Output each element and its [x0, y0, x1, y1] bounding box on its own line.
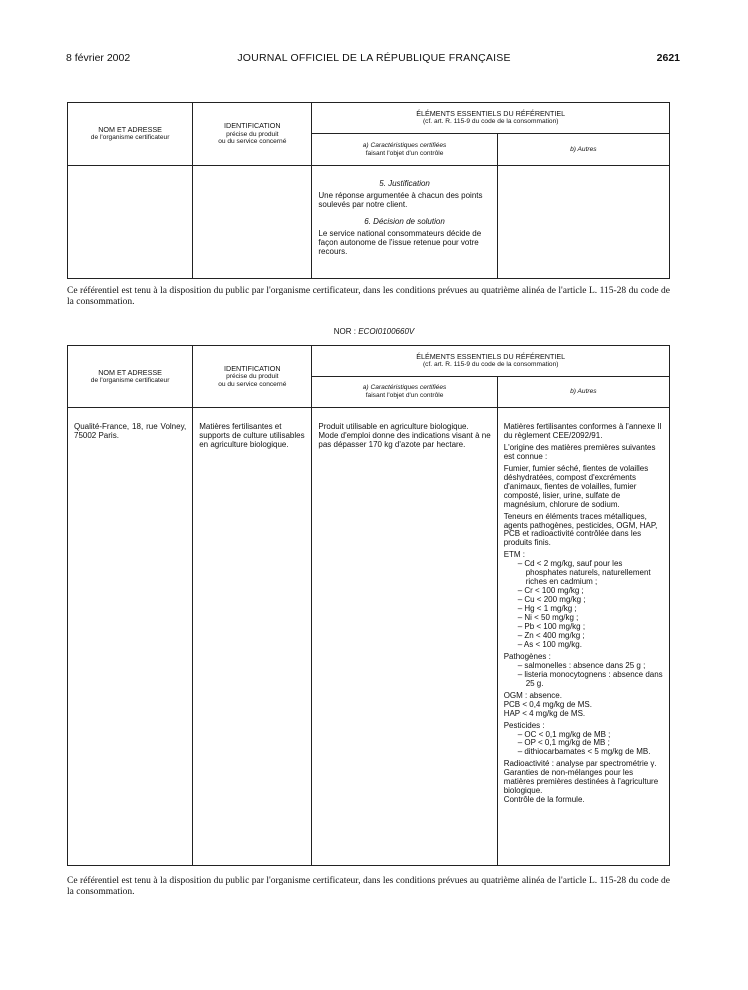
produit-description: Matières fertilisantes et supports de culture utilisables en agriculture biologique.: [199, 422, 305, 449]
table2-cell-autres: [497, 408, 669, 866]
page-number: 2621: [656, 52, 680, 64]
col-header-identification: IDENTIFICATION précise du produit ou du service concerné: [193, 346, 312, 408]
pesticide-item: – OP < 0,1 mg/kg de MB ;: [517, 738, 610, 748]
heading-decision: 6. Décision de solution: [364, 216, 445, 226]
pathogenes-heading: Pathogènes :: [503, 651, 551, 661]
organisme-address: Qualité-France, 18, rue Volney, 75002 Paris.: [74, 422, 187, 440]
garanties-line: Garanties de non-mélanges pour les matières premières destinées à l'agriculture biologique.: [503, 768, 659, 796]
col-header-elements: ÉLÉMENTS ESSENTIELS DU RÉFÉRENTIEL (cf. art. R. 115-9 du code de la consommation): [312, 103, 670, 134]
controle-line: Contrôle de la formule.: [503, 795, 585, 805]
etm-item: – Zn < 400 mg/kg ;: [517, 630, 585, 640]
col-header-autres: b) Autres: [497, 134, 669, 166]
journal-title: JOURNAL OFFICIEL DE LA RÉPUBLIQUE FRANÇAISE: [237, 52, 511, 64]
pcb-line: PCB < 0,4 mg/kg de MS.: [503, 699, 592, 709]
hap-line: HAP < 4 mg/kg de MS.: [503, 708, 586, 718]
pathogene-item: – salmonelles : absence dans 25 g ;: [517, 660, 646, 670]
nor-label: NOR :: [333, 327, 356, 336]
paragraph-availability-2: Ce référentiel est tenu à la disposition du public par l'organisme certificateur, dans les conditions prévues au quatrième alinéa de l'article L. 115-28 du code de la consommation.: [67, 876, 670, 897]
col-header-elements: ÉLÉMENTS ESSENTIELS DU RÉFÉRENTIEL (cf. art. R. 115-9 du code de la consommation): [312, 346, 670, 377]
heading-justification: 5. Justification: [379, 179, 430, 188]
pathogene-item: – listeria monocytognens : absence dans 25 g.: [517, 669, 663, 688]
paragraph-availability-1: Ce référentiel est tenu à la disposition du public par l'organisme certificateur, dans les conditions prévues au quatrième alinéa de l'article L. 115-28 du code de la consommation.: [67, 286, 670, 307]
col-header-caracteristiques: a) Caractéristiques certifiées faisant l'objet d'un contrôle: [312, 134, 497, 166]
table1-cell-autres: [497, 166, 669, 279]
col-header-organisme: NOM ET ADRESSE de l'organisme certificateur: [68, 103, 193, 166]
table2-cell-caracteristiques: [312, 408, 497, 866]
etm-item: – Hg < 1 mg/kg ;: [517, 604, 577, 614]
page-header: [0, 52, 748, 68]
etm-item: – Ni < 50 mg/kg ;: [517, 613, 579, 623]
etm-item: – As < 100 mg/kg.: [517, 639, 582, 649]
pesticide-item: – dithiocarbamates < 5 mg/kg de MB.: [517, 747, 651, 757]
etm-item: – Cu < 200 mg/kg ;: [517, 595, 586, 605]
etm-item: – Pb < 100 mg/kg ;: [517, 622, 586, 632]
referentiel-table-2: [67, 345, 670, 866]
table1-cell-caracteristiques: [312, 166, 497, 279]
etm-item: – Cd < 2 mg/kg, sauf pour les phosphates naturels, naturellement riches en cadmium ;: [517, 559, 651, 587]
col-header-autres: b) Autres: [497, 377, 669, 408]
pesticide-item: – OC < 0,1 mg/kg de MB ;: [517, 729, 611, 739]
etm-heading: ETM :: [503, 550, 526, 560]
autres-teneurs: Teneurs en éléments traces métalliques, agents pathogènes, pesticides, OGM, HAP, PCB et radioactivité contrôlée dans les produits finis.: [503, 511, 658, 548]
pesticides-heading: Pesticides :: [503, 720, 545, 730]
table2-cell-produit: [193, 408, 312, 866]
autres-conformite: Matières fertilisantes conformes à l'annexe II du règlement CEE/2092/91.: [503, 422, 662, 440]
autres-origine: L'origine des matières premières suivantes est connue :: [503, 442, 656, 461]
table2-cell-organisme: [68, 408, 193, 866]
referentiel-table-1: [67, 102, 670, 279]
text-justification: Une réponse argumentée à chacun des points soulevés par notre client.: [318, 190, 483, 209]
col-header-caracteristiques: a) Caractéristiques certifiées faisant l'objet d'un contrôle: [312, 377, 497, 408]
caracteristiques-text: Produit utilisable en agriculture biologique. Mode d'emploi donne des indications visant à ne pas dépasser 170 kg d'azote par hectare.: [318, 422, 491, 449]
col-header-organisme: NOM ET ADRESSE de l'organisme certificateur: [68, 346, 193, 408]
ogm-line: OGM : absence.: [503, 690, 562, 700]
header-date: 8 février 2002: [66, 52, 131, 64]
table1-cell-produit: [193, 166, 312, 279]
col-header-identification: IDENTIFICATION précise du produit ou du service concerné: [193, 103, 312, 166]
text-decision: Le service national consommateurs décide de façon autonome de l'issue retenue pour votre recours.: [318, 228, 482, 256]
etm-item: – Cr < 100 mg/kg ;: [517, 586, 584, 596]
nor-value: ECOI0100660V: [358, 327, 415, 336]
radioactivite-line: Radioactivité : analyse par spectrométrie γ.: [503, 759, 657, 769]
autres-liste-matieres: Fumier, fumier séché, fientes de volailles déshydratées, compost d'excréments d'animaux, fientes de volailles, fumier composté, lisier, urine, sulfate de magnésium, chlorure de sodium.: [503, 463, 649, 509]
nor-reference: [0, 327, 748, 336]
table1-cell-organisme: [68, 166, 193, 279]
